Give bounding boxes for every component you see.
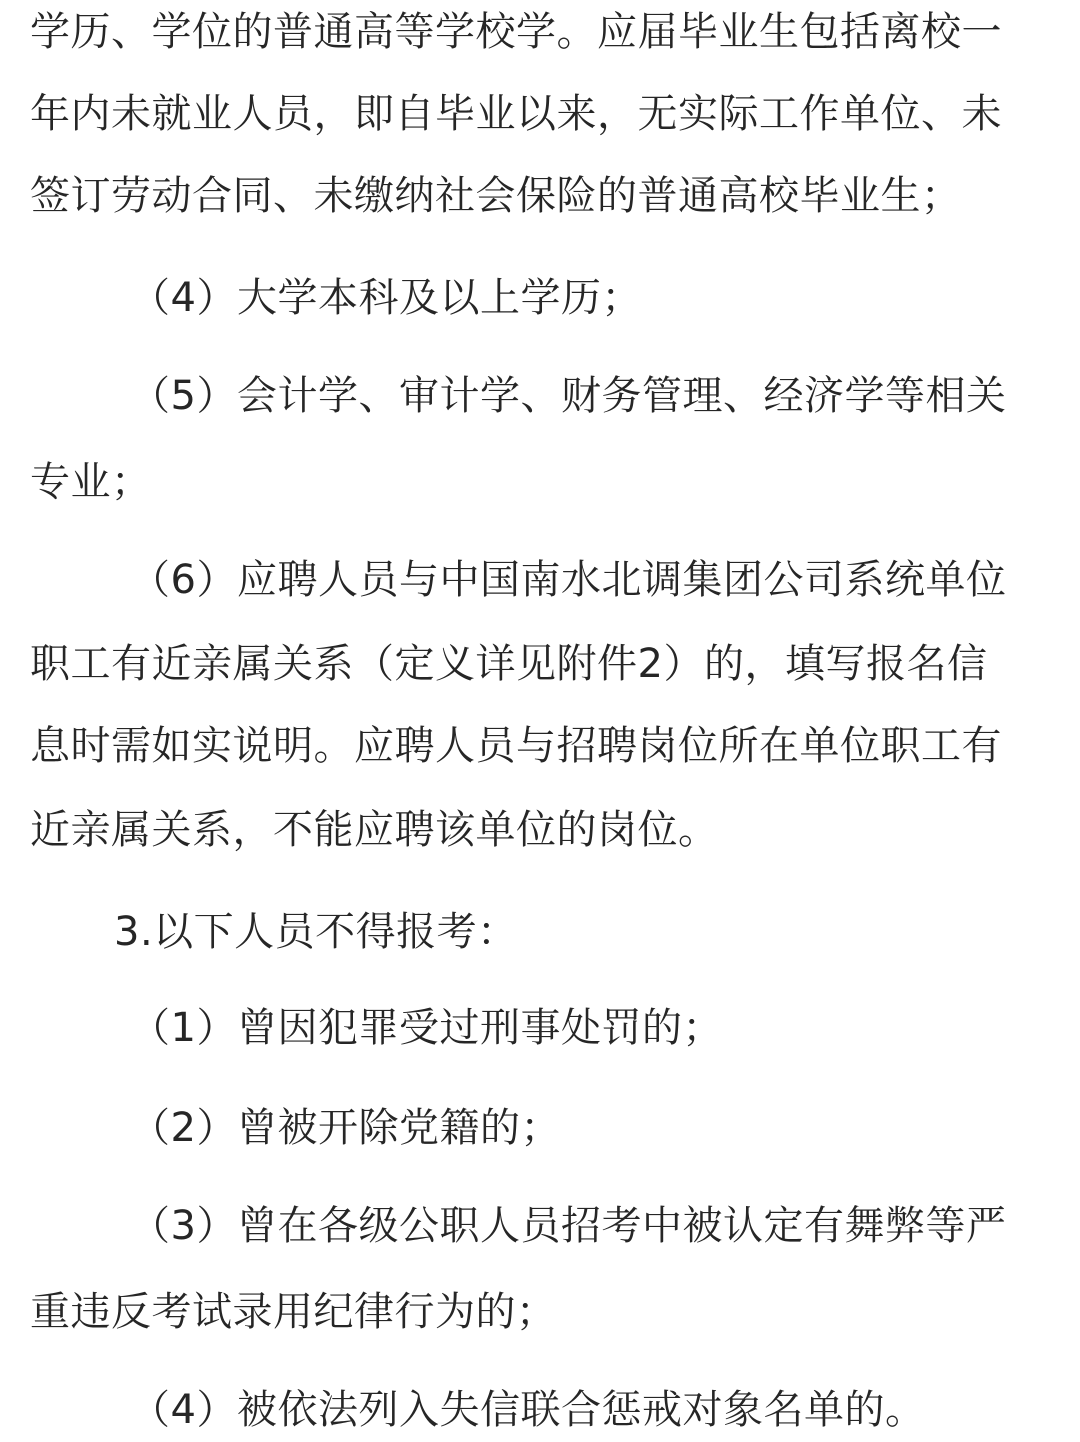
text-line: 3.以下人员不得报考： xyxy=(114,909,518,955)
text-line: 专业； xyxy=(30,459,152,505)
text-line: 息时需如实说明。应聘人员与招聘岗位所在单位职工有 xyxy=(30,723,1002,769)
text-line: （6）应聘人员与中国南水北调集团公司系统单位 xyxy=(130,557,1007,603)
text-line: 职工有近亲属关系（定义详见附件2）的，填写报名信 xyxy=(30,641,988,687)
text-line: 学历、学位的普通高等学校学。应届毕业生包括离校一 xyxy=(30,9,1002,55)
text-line: 年内未就业人员，即自毕业以来，无实际工作单位、未 xyxy=(30,91,1002,137)
text-line: 重违反考试录用纪律行为的； xyxy=(30,1289,557,1335)
text-line: （4）被依法列入失信联合惩戒对象名单的。 xyxy=(130,1387,926,1433)
text-line: 签订劳动合同、未缴纳社会保险的普通高校毕业生； xyxy=(30,173,962,219)
text-line: （1）曾因犯罪受过刑事处罚的； xyxy=(130,1005,723,1051)
text-line: （5）会计学、审计学、财务管理、经济学等相关 xyxy=(130,373,1007,419)
text-line: （4）大学本科及以上学历； xyxy=(130,275,642,321)
text-line: （2）曾被开除党籍的； xyxy=(130,1105,561,1151)
text-line: 近亲属关系，不能应聘该单位的岗位。 xyxy=(30,807,719,853)
text-line: （3）曾在各级公职人员招考中被认定有舞弊等严 xyxy=(130,1203,1007,1249)
